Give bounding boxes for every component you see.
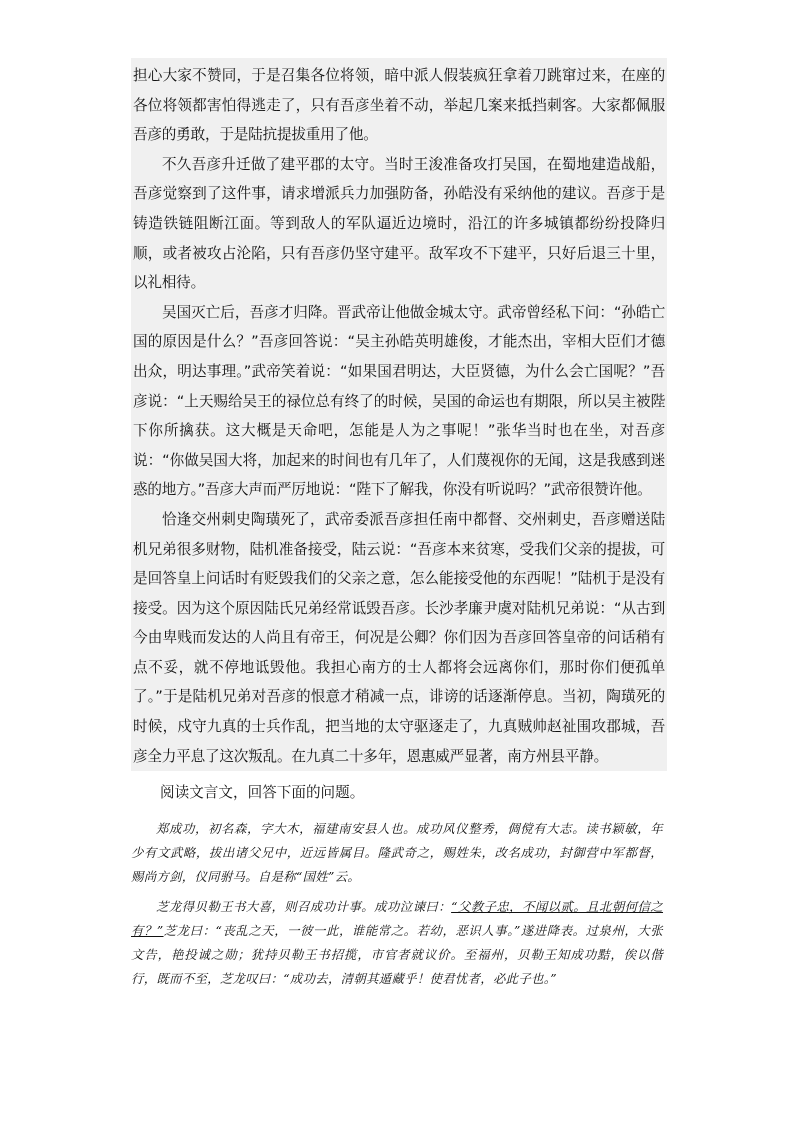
classical-p2-start: 芝龙得贝勒王书大喜，则召成功计事。成功泣谏曰： [156,899,452,914]
passage-paragraph-1: 担心大家不赞同，于是召集各位将领，暗中派人假装疯狂拿着刀跳窜过来，在座的各位将领都害怕得逃走了，只有吾彦坐着不动，举起几案来抵挡刺客。大家都佩服吾彦的勇敢，于是陆抗提拔重用了他。 [133,67,665,144]
classical-paragraph-1: 郑成功，初名森，字大木，福建南安县人也。成功风仪整秀，倜傥有大志。读书颖敏，年少有文武略，拔出诸父兄中，近远皆属目。隆武奇之，赐姓朱，改名成功，封御营中军都督，赐尚方剑，仪同驸马。自是称“国姓”云。 [131,821,663,884]
passage-paragraph-2: 不久吾彦升迁做了建平郡的太守。当时王浚准备攻打吴国，在蜀地建造战船，吾彦觉察到了这件事，请求增派兵力加强防备，孙皓没有采纳他的建议。吾彦于是铸造铁链阻断江面。等到敌人的军队逼近边境时，沿江的许多城镇都纷纷投降归顺，或者被攻占沦陷，只有吾彦仍坚守建平。敌军攻不下建平，只好后退三十里，以礼相待。 [133,155,665,292]
underlined-sentence: “父教子忠，不闻以贰。且北朝何信之有？” [131,899,664,938]
classical-p2-end: 芝龙曰：“丧乱之天，一彼一此，谁能常之。若幼，恶识人事。”遂进降表。过泉州，大张文告，艳投诚之勋；犹持贝勒王书招揽，市官者就议价。至福州，贝勒王知成功黠，俟以偕行，既而不至，芝龙叹曰：“成功去，清朝其遁藏乎！使君忧者，必此子也。” [131,923,663,986]
translation-passage [131,58,667,771]
passage-paragraph-4: 恰逢交州刺史陶璜死了，武帝委派吾彦担任南中都督、交州刺史，吾彦赠送陆机兄弟很多财物，陆机准备接受，陆云说：“吾彦本来贫寒，受我们父亲的提拔，可是回答皇上问话时有贬毁我们的父亲之意，怎么能接受他的东西呢！”陆机于是没有接受。因为这个原因陆氏兄弟经常诋毁吾彦。长沙孝廉尹虞对陆机兄弟说：“从古到今由卑贱而发达的人尚且有帝王，何况是公卿？你们因为吾彦回答皇帝的问话稍有点不妥，就不停地诋毁他。我担心南方的士人都将会远离你们，那时你们便孤单了。”于是陆机兄弟对吾彦的恨意才稍减一点，诽谤的话逐渐停息。当初，陶璜死的时候，戍守九真的士兵作乱，把当地的太守驱逐走了，九真贼帅赵祉围攻郡城，吾彦全力平息了这次叛乱。在九真二十多年，恩惠威严显著，南方州县平静。 [133,510,665,765]
passage-paragraph-3: 吴国灭亡后，吾彦才归降。晋武帝让他做金城太守。武帝曾经私下问：“孙皓亡国的原因是什么？”吾彦回答说：“吴主孙皓英明雄俊，才能杰出，宰相大臣们才德出众，明达事理。”武帝笑着说：“如果国君明达，大臣贤德，为什么会亡国呢？”吾彦说：“上天赐给吴王的禄位总有终了的时候，吴国的命运也有期限，所以吴主被陛下你所擒获。这大概是天命吧，怎能是人为之事呢！”张华当时也在坐，对吾彦说：“你做吴国大将，加起来的时间也有几年了，人们蔑视你的无闻，这是我感到迷惑的地方。”吾彦大声而严厉地说：“陛下了解我，你没有听说吗？”武帝很赞许他。 [133,303,665,499]
question-prompt: 阅读文言文，回答下面的问题。 [160,784,365,801]
classical-text [131,817,663,991]
classical-paragraph-2 [131,895,663,991]
